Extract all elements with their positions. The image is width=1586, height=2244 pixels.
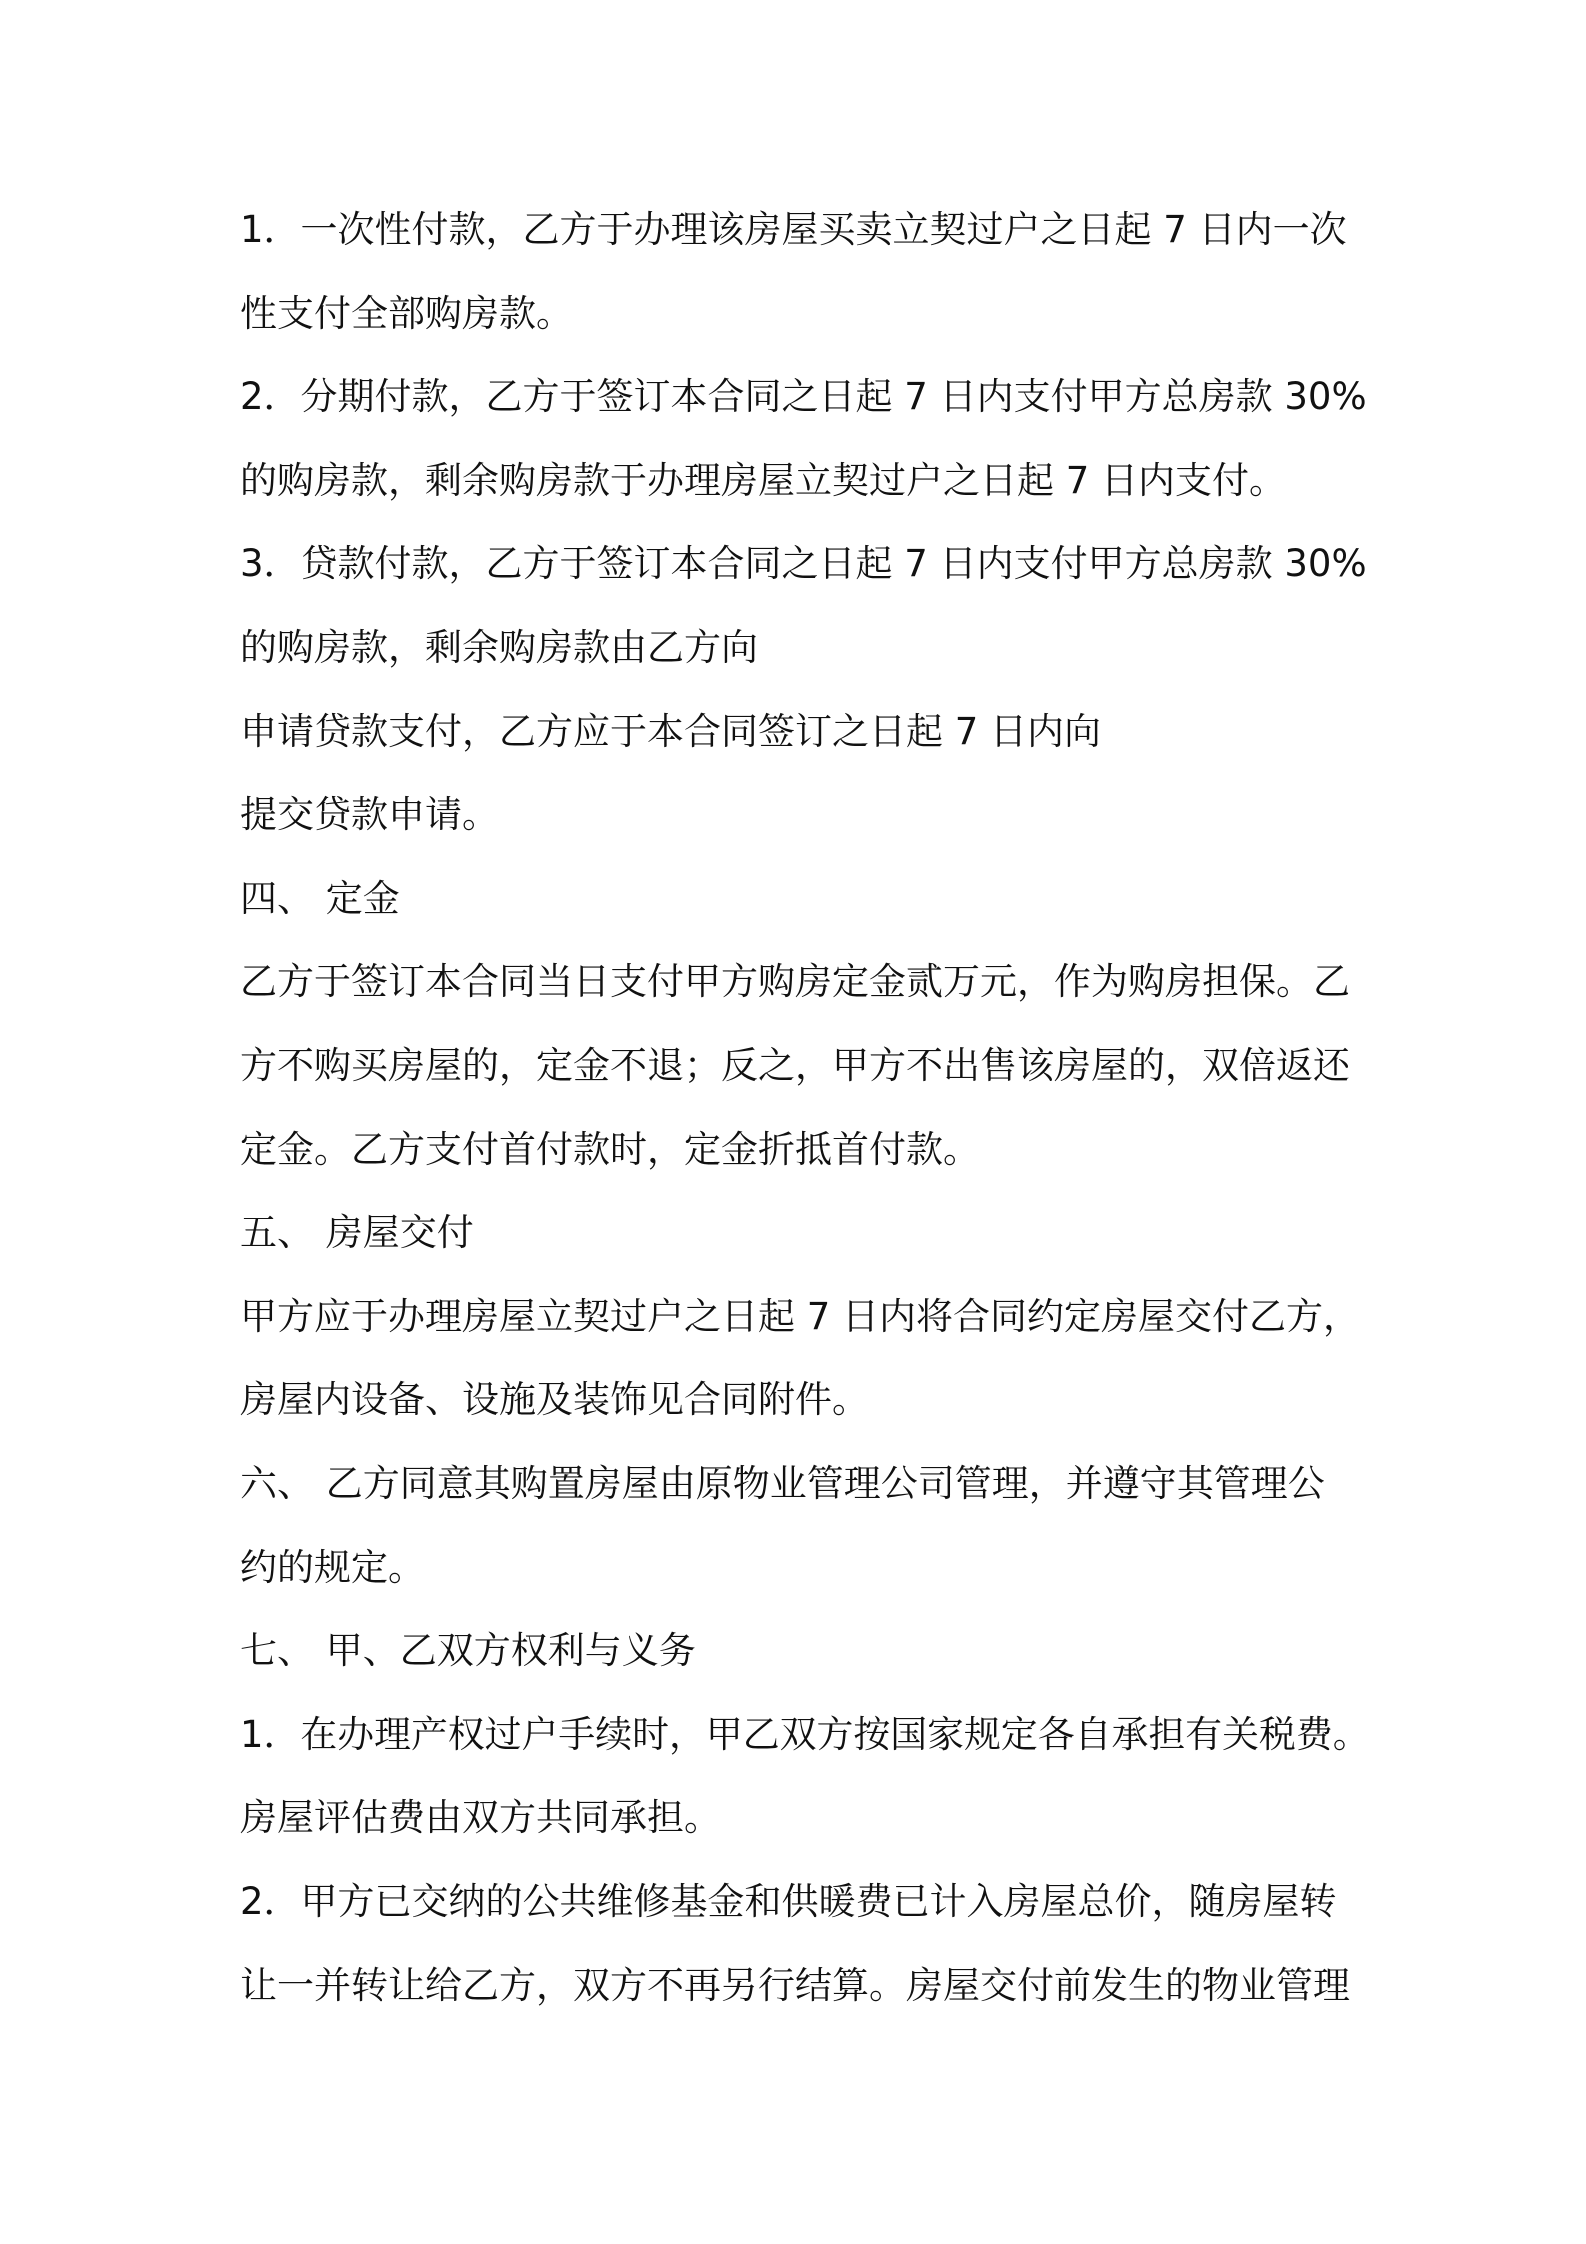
doc-line: 提交贷款申请。 [240,793,499,836]
doc-line: 性支付全部购房款。 [240,292,573,335]
doc-line: 1．在办理产权过户手续时，甲乙双方按国家规定各自承担有关税费。 [240,1713,1370,1756]
doc-line: 的购房款，剩余购房款由乙方向 [240,626,758,669]
doc-line: 房屋内设备、设施及装饰见合同附件。 [240,1378,869,1421]
section-heading: 五、 房屋交付 [240,1211,474,1254]
doc-line: 甲方应于办理房屋立契过户之日起 7 日内将合同约定房屋交付乙方， [240,1295,1361,1338]
doc-line: 的购房款，剩余购房款于办理房屋立契过户之日起 7 日内支付。 [240,459,1287,502]
doc-line: 定金。乙方支付首付款时，定金折抵首付款。 [240,1128,980,1171]
doc-line: 3．贷款付款，乙方于签订本合同之日起 7 日内支付甲方总房款 30% [240,542,1367,585]
doc-line: 让一并转让给乙方，双方不再另行结算。房屋交付前发生的物业管理 [240,1964,1350,2007]
section-heading: 七、 甲、乙双方权利与义务 [240,1629,696,1672]
section-heading: 四、 定金 [240,877,400,920]
doc-line: 申请贷款支付，乙方应于本合同签订之日起 7 日内向 [240,710,1102,753]
doc-line: 乙方于签订本合同当日支付甲方购房定金贰万元，作为购房担保。乙 [240,960,1350,1003]
doc-line: 约的规定。 [240,1546,425,1589]
section-heading: 六、 乙方同意其购置房屋由原物业管理公司管理，并遵守其管理公 [240,1462,1325,1505]
doc-line: 方不购买房屋的，定金不退；反之，甲方不出售该房屋的，双倍返还 [240,1044,1350,1087]
doc-line: 2．甲方已交纳的公共维修基金和供暖费已计入房屋总价，随房屋转 [240,1880,1337,1923]
doc-line: 1．一次性付款，乙方于办理该房屋买卖立契过户之日起 7 日内一次 [240,208,1347,251]
doc-line: 2．分期付款，乙方于签订本合同之日起 7 日内支付甲方总房款 30% [240,375,1367,418]
doc-line: 房屋评估费由双方共同承担。 [240,1796,721,1839]
